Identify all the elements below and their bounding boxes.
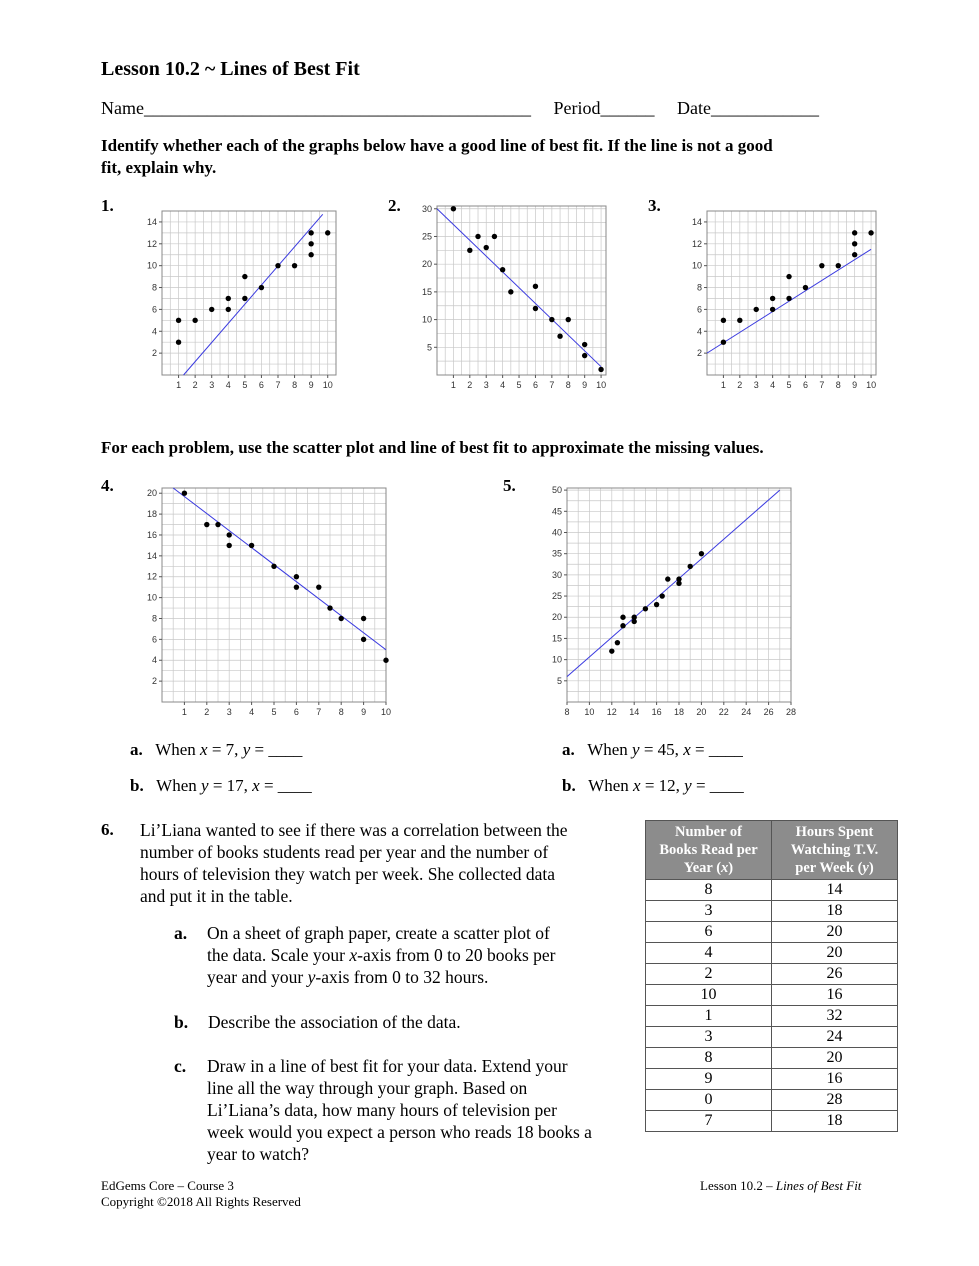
y-tick-label: 45 xyxy=(551,506,562,517)
books-tv-table xyxy=(645,820,898,1132)
data-point xyxy=(475,234,480,239)
q6-intro-line: hours of television they watch per week. She collected data xyxy=(140,864,555,884)
data-point xyxy=(308,230,313,235)
data-point xyxy=(316,584,321,589)
y-tick-label: 35 xyxy=(551,548,562,559)
q5a-eq1: = 45, xyxy=(639,740,684,759)
graph-4 xyxy=(140,482,390,722)
y-tick-label: 2 xyxy=(696,348,702,359)
q6a-text xyxy=(207,922,627,988)
x-tick-label: 1 xyxy=(181,707,187,717)
x-tick-label: 2 xyxy=(737,380,743,390)
data-point xyxy=(582,342,587,347)
q6c-label: c. xyxy=(174,1056,187,1076)
x-tick-label: 4 xyxy=(225,380,231,390)
data-point xyxy=(533,284,538,289)
data-point xyxy=(676,576,681,581)
q6a-line2: the data. Scale your x-axis from 0 to 20 books per xyxy=(207,945,556,965)
y-tick-label: 10 xyxy=(146,260,157,271)
x-tick-label: 10 xyxy=(380,707,392,717)
y-tick-label: 15 xyxy=(551,633,562,644)
data-point xyxy=(500,267,505,272)
x-tick-label: 1 xyxy=(450,380,456,390)
q4a-x: x xyxy=(200,740,208,759)
x-tick-label: 9 xyxy=(852,380,858,390)
q4a-when: When xyxy=(155,740,201,759)
y-tick-label: 2 xyxy=(151,348,157,359)
table-row xyxy=(646,922,898,943)
books-cell: 8 xyxy=(646,1048,772,1069)
data-point xyxy=(566,317,571,322)
data-point xyxy=(688,564,693,569)
x-tick-label: 10 xyxy=(322,380,333,390)
y-tick-label: 6 xyxy=(151,304,157,315)
x-tick-label: 3 xyxy=(753,380,759,390)
x-tick-label: 8 xyxy=(565,380,571,390)
x-tick-label: 10 xyxy=(584,707,595,717)
y-tick-label: 25 xyxy=(421,231,432,242)
footer-right: Lesson 10.2 – Lines of Best Fit xyxy=(700,1178,862,1193)
data-point xyxy=(868,230,873,235)
data-point xyxy=(582,353,587,358)
graph-1 xyxy=(140,205,340,395)
table-row xyxy=(646,880,898,901)
y-tick-label: 12 xyxy=(146,571,157,582)
data-point xyxy=(620,623,625,628)
q5b-y: y xyxy=(684,776,692,795)
data-point xyxy=(598,367,603,372)
q6c-line: week would you expect a person who reads 18 books a xyxy=(207,1122,592,1142)
q6-intro-line: and put it in the table. xyxy=(140,886,293,906)
data-point xyxy=(643,606,648,611)
data-point xyxy=(226,296,231,301)
q5a xyxy=(562,740,743,760)
q6-intro-line: Li’Liana wanted to see if there was a correlation between the xyxy=(140,820,568,840)
y-tick-label: 10 xyxy=(146,592,157,603)
q5b-label: b. xyxy=(562,776,576,795)
x-tick-label: 9 xyxy=(308,380,314,390)
data-point xyxy=(294,584,299,589)
q6b-label: b. xyxy=(174,1012,189,1032)
y-tick-label: 25 xyxy=(551,591,562,602)
y-tick-label: 14 xyxy=(146,216,157,227)
y-tick-label: 16 xyxy=(146,529,157,540)
y-tick-label: 4 xyxy=(151,326,157,337)
data-point xyxy=(271,564,276,569)
q4a-blank[interactable]: = ____ xyxy=(250,740,303,759)
data-point xyxy=(770,296,775,301)
data-point xyxy=(361,637,366,642)
hours-cell: 32 xyxy=(772,1006,898,1027)
q4a-y: y xyxy=(242,740,251,759)
data-point xyxy=(852,252,857,257)
data-point xyxy=(176,340,181,345)
footer-left-line1: EdGems Core – Course 3 xyxy=(101,1178,234,1193)
y-tick-label: 2 xyxy=(151,676,157,687)
y-tick-label: 14 xyxy=(691,216,702,227)
x-tick-label: 2 xyxy=(467,380,473,390)
data-point xyxy=(467,248,472,253)
x-tick-label: 3 xyxy=(209,380,215,390)
y-tick-label: 10 xyxy=(421,314,432,325)
data-point xyxy=(609,648,614,653)
y-tick-label: 14 xyxy=(146,550,157,561)
data-point xyxy=(699,551,704,556)
x-tick-label: 26 xyxy=(763,707,774,717)
data-point xyxy=(737,318,742,323)
x-tick-label: 7 xyxy=(275,380,281,390)
books-cell: 2 xyxy=(646,964,772,985)
plot-frame xyxy=(707,211,876,375)
data-point xyxy=(308,252,313,257)
data-point xyxy=(549,317,554,322)
q4b-y: y xyxy=(201,776,209,795)
q6b-text: Describe the association of the data. xyxy=(208,1012,461,1032)
table-row xyxy=(646,1027,898,1048)
y-tick-label: 20 xyxy=(146,488,157,499)
hours-cell: 20 xyxy=(772,943,898,964)
name-period-date-row xyxy=(101,98,819,119)
problem-number-1: 1. xyxy=(101,196,114,215)
y-tick-label: 10 xyxy=(551,654,562,665)
x-tick-label: 7 xyxy=(549,380,555,390)
y-tick-label: 20 xyxy=(551,612,562,623)
plot-frame xyxy=(162,211,336,375)
x-tick-label: 5 xyxy=(516,380,522,390)
instructions-line1: Identify whether each of the graphs below have a good line of best fit. If the line is not a good xyxy=(101,136,773,155)
problem-number-6: 6. xyxy=(101,820,114,839)
problem-number-3: 3. xyxy=(648,196,661,215)
y-tick-label: 12 xyxy=(691,238,702,249)
x-tick-label: 12 xyxy=(606,707,617,717)
table-header-books: Number of Books Read per Year (x) xyxy=(646,821,772,880)
x-tick-label: 20 xyxy=(696,707,707,717)
graph-2 xyxy=(415,200,610,395)
x-tick-label: 8 xyxy=(835,380,841,390)
data-point xyxy=(242,274,247,279)
x-tick-label: 18 xyxy=(673,707,685,717)
data-point xyxy=(754,307,759,312)
page-title: Lesson 10.2 ~ Lines of Best Fit xyxy=(101,58,360,80)
q5a-label: a. xyxy=(562,740,575,759)
x-tick-label: 8 xyxy=(564,707,570,717)
x-tick-label: 3 xyxy=(226,707,232,717)
y-tick-label: 4 xyxy=(696,326,702,337)
data-point xyxy=(242,296,247,301)
problem-number-5: 5. xyxy=(503,476,516,495)
x-tick-label: 6 xyxy=(802,380,808,390)
y-tick-label: 40 xyxy=(551,527,562,538)
data-point xyxy=(308,241,313,246)
table-row xyxy=(646,985,898,1006)
period-label: Period xyxy=(553,98,601,118)
table-row xyxy=(646,1006,898,1027)
data-point xyxy=(721,340,726,345)
data-point xyxy=(665,576,670,581)
data-point xyxy=(557,334,562,339)
x-tick-label: 8 xyxy=(338,707,344,717)
x-tick-label: 24 xyxy=(741,707,752,717)
x-tick-label: 7 xyxy=(819,380,825,390)
q6c-line: line all the way through your graph. Based on xyxy=(207,1078,528,1098)
data-point xyxy=(294,574,299,579)
data-point xyxy=(852,230,857,235)
x-tick-label: 14 xyxy=(629,707,640,717)
x-tick-label: 10 xyxy=(596,380,607,390)
x-tick-label: 6 xyxy=(293,707,299,717)
q6c-line: Draw in a line of best fit for your data. Extend your xyxy=(207,1056,568,1076)
data-point xyxy=(533,306,538,311)
x-tick-label: 5 xyxy=(786,380,792,390)
q4b-label: b. xyxy=(130,776,144,795)
y-tick-label: 30 xyxy=(421,203,432,214)
q5a-blank[interactable]: = ____ xyxy=(690,740,743,759)
data-point xyxy=(654,602,659,607)
x-tick-label: 5 xyxy=(271,707,277,717)
graph-5 xyxy=(545,482,795,722)
q5b xyxy=(562,776,744,796)
date-label: Date xyxy=(676,98,711,118)
x-tick-label: 16 xyxy=(651,707,662,717)
data-point xyxy=(259,285,264,290)
best-fit-line xyxy=(173,488,386,650)
q4a-eq1: = 7, xyxy=(207,740,243,759)
q5b-eq1: = 12, xyxy=(640,776,685,795)
data-point xyxy=(176,318,181,323)
q6-intro xyxy=(140,819,630,907)
name-blank[interactable]: ___________________________________________ xyxy=(143,98,531,118)
hours-cell: 14 xyxy=(772,880,898,901)
q5b-when: When xyxy=(588,776,634,795)
y-tick-label: 6 xyxy=(151,634,157,645)
data-point xyxy=(204,522,209,527)
data-point xyxy=(227,532,232,537)
table-row xyxy=(646,943,898,964)
table-row xyxy=(646,901,898,922)
y-tick-label: 18 xyxy=(146,509,157,520)
data-point xyxy=(325,230,330,235)
hours-cell: 26 xyxy=(772,964,898,985)
q6a-label: a. xyxy=(174,923,188,943)
data-point xyxy=(383,658,388,663)
data-point xyxy=(770,307,775,312)
problem-number-2: 2. xyxy=(388,196,401,215)
x-tick-label: 3 xyxy=(483,380,489,390)
data-point xyxy=(339,616,344,621)
hours-cell: 18 xyxy=(772,901,898,922)
data-point xyxy=(492,234,497,239)
y-tick-label: 10 xyxy=(691,260,702,271)
x-tick-label: 9 xyxy=(361,707,367,717)
hours-cell: 20 xyxy=(772,922,898,943)
books-cell: 7 xyxy=(646,1111,772,1132)
books-cell: 3 xyxy=(646,1027,772,1048)
x-tick-label: 9 xyxy=(582,380,588,390)
data-point xyxy=(615,640,620,645)
q4b xyxy=(130,776,312,796)
y-tick-label: 5 xyxy=(426,342,432,353)
date-blank[interactable]: ____________ xyxy=(710,98,819,118)
books-cell: 6 xyxy=(646,922,772,943)
q4a-label: a. xyxy=(130,740,143,759)
q6a-line1: On a sheet of graph paper, create a scatter plot of xyxy=(207,923,550,943)
q6c-line: year to watch? xyxy=(207,1144,310,1164)
x-tick-label: 2 xyxy=(192,380,198,390)
books-cell: 10 xyxy=(646,985,772,1006)
data-point xyxy=(327,605,332,610)
best-fit-line xyxy=(567,490,780,676)
table-header-hours: Hours Spent Watching T.V. per Week (y) xyxy=(772,821,898,880)
q5b-x: x xyxy=(633,776,641,795)
data-point xyxy=(852,241,857,246)
footer-left-line2: Copyright ©2018 All Rights Reserved xyxy=(101,1194,301,1209)
q5b-blank[interactable]: = ____ xyxy=(691,776,744,795)
q6a-line3: year and your y-axis from 0 to 32 hours. xyxy=(207,967,489,987)
x-tick-label: 4 xyxy=(770,380,776,390)
y-tick-label: 6 xyxy=(696,304,702,315)
y-tick-label: 5 xyxy=(556,675,562,686)
data-point xyxy=(786,296,791,301)
instructions-part2: For each problem, use the scatter plot and line of best fit to approximate the missing values. xyxy=(101,438,764,457)
hours-cell: 28 xyxy=(772,1090,898,1111)
y-tick-label: 30 xyxy=(551,569,562,580)
y-tick-label: 20 xyxy=(421,259,432,270)
data-point xyxy=(508,289,513,294)
data-point xyxy=(803,285,808,290)
x-tick-label: 6 xyxy=(258,380,264,390)
hours-cell: 16 xyxy=(772,985,898,1006)
data-point xyxy=(249,543,254,548)
q5a-when: When xyxy=(587,740,633,759)
x-tick-label: 4 xyxy=(249,707,255,717)
y-tick-label: 12 xyxy=(146,238,157,249)
table-row xyxy=(646,1048,898,1069)
hours-cell: 16 xyxy=(772,1069,898,1090)
y-tick-label: 15 xyxy=(421,286,432,297)
q6-intro-line: number of books students read per year and the number of xyxy=(140,842,549,862)
x-tick-label: 2 xyxy=(204,707,210,717)
q6c-text xyxy=(207,1055,637,1165)
x-tick-label: 1 xyxy=(720,380,726,390)
x-tick-label: 28 xyxy=(785,707,797,717)
x-tick-label: 7 xyxy=(316,707,322,717)
q5a-x: x xyxy=(683,740,691,759)
x-tick-label: 5 xyxy=(242,380,248,390)
table-row xyxy=(646,964,898,985)
problem-number-4: 4. xyxy=(101,476,114,495)
q4b-blank[interactable]: = ____ xyxy=(259,776,312,795)
x-tick-label: 6 xyxy=(532,380,538,390)
data-point xyxy=(484,245,489,250)
books-cell: 1 xyxy=(646,1006,772,1027)
data-point xyxy=(215,522,220,527)
table-row xyxy=(646,1111,898,1132)
q4b-when: When xyxy=(156,776,202,795)
y-tick-label: 50 xyxy=(551,485,562,496)
q4a xyxy=(130,740,302,760)
y-tick-label: 4 xyxy=(151,655,157,666)
x-tick-label: 1 xyxy=(176,380,182,390)
period-blank[interactable]: ______ xyxy=(600,98,655,118)
y-tick-label: 8 xyxy=(151,282,157,293)
x-tick-label: 22 xyxy=(718,707,729,717)
data-point xyxy=(819,263,824,268)
books-cell: 9 xyxy=(646,1069,772,1090)
instructions-line2: fit, explain why. xyxy=(101,158,217,177)
data-point xyxy=(275,263,280,268)
name-label: Name xyxy=(101,98,144,118)
data-point xyxy=(209,307,214,312)
q5a-y: y xyxy=(632,740,640,759)
table-row xyxy=(646,1069,898,1090)
q4b-eq1: = 17, xyxy=(208,776,253,795)
y-tick-label: 8 xyxy=(151,613,157,624)
data-point xyxy=(836,263,841,268)
data-point xyxy=(620,615,625,620)
data-point xyxy=(361,616,366,621)
data-point xyxy=(660,593,665,598)
books-cell: 0 xyxy=(646,1090,772,1111)
hours-cell: 20 xyxy=(772,1048,898,1069)
books-cell: 8 xyxy=(646,880,772,901)
books-cell: 3 xyxy=(646,901,772,922)
x-tick-label: 8 xyxy=(292,380,298,390)
hours-cell: 24 xyxy=(772,1027,898,1048)
y-tick-label: 8 xyxy=(696,282,702,293)
books-cell: 4 xyxy=(646,943,772,964)
x-tick-label: 10 xyxy=(866,380,877,390)
table-row xyxy=(646,1090,898,1111)
data-point xyxy=(226,307,231,312)
data-point xyxy=(786,274,791,279)
q4b-x: x xyxy=(252,776,260,795)
x-tick-label: 4 xyxy=(500,380,506,390)
data-point xyxy=(292,263,297,268)
data-point xyxy=(192,318,197,323)
data-point xyxy=(721,318,726,323)
data-point xyxy=(632,615,637,620)
hours-cell: 18 xyxy=(772,1111,898,1132)
data-point xyxy=(227,543,232,548)
data-point xyxy=(182,491,187,496)
data-point xyxy=(451,206,456,211)
q6c-line: Li’Liana’s data, how many hours of television per xyxy=(207,1100,557,1120)
graph-3 xyxy=(685,205,880,395)
